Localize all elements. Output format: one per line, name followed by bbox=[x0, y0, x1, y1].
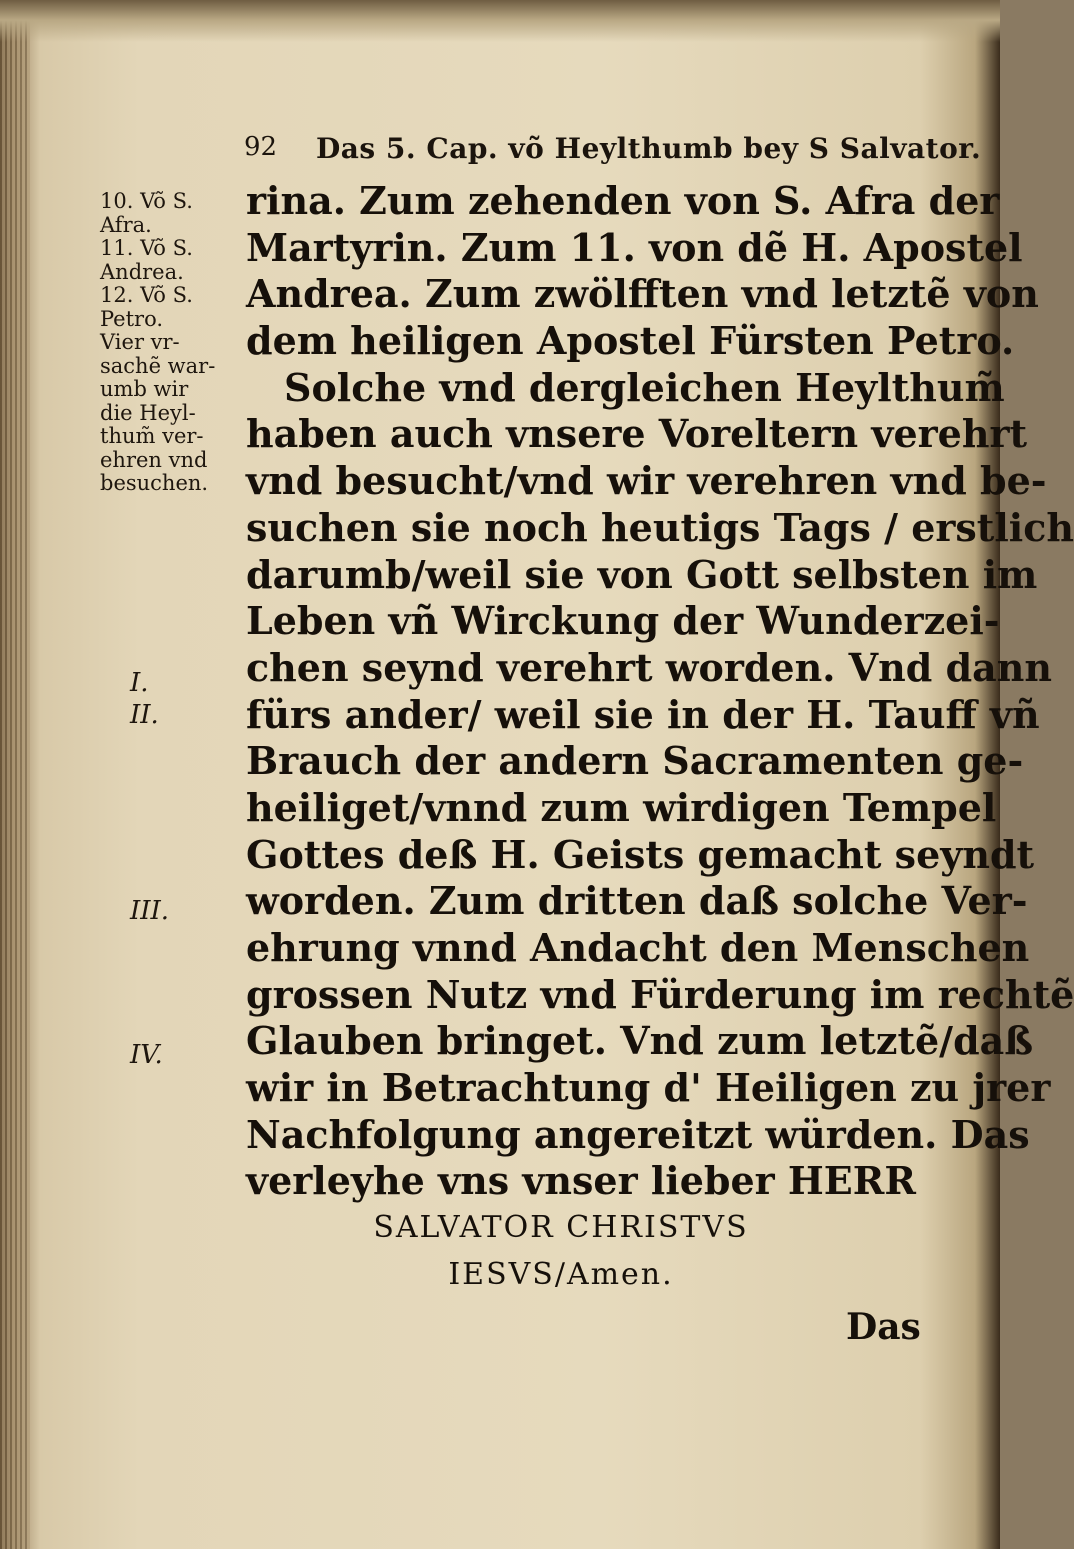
text-line: Martyrin. Zum 11. von dẽ H. Apostel bbox=[246, 224, 1023, 270]
catchword: Das bbox=[846, 1306, 921, 1348]
margin-note: Vier vr- bbox=[100, 330, 180, 354]
text-line: worden. Zum dritten daß solche Ver- bbox=[246, 878, 1028, 924]
margin-note: umb wir bbox=[100, 377, 189, 401]
text-line: SALVATOR CHRISTVS bbox=[373, 1210, 749, 1246]
margin-note: Afra. bbox=[100, 212, 152, 237]
text-line: Nachfolgung angereitzt würden. Das bbox=[246, 1111, 1030, 1157]
text-line: Leben vñ Wirckung der Wunderzei- bbox=[246, 598, 1000, 644]
text-line: heiliget/vnnd zum wirdigen Tempel bbox=[246, 784, 997, 830]
margin-note: sachẽ war- bbox=[100, 353, 216, 378]
margin-note: Andrea. bbox=[100, 259, 184, 284]
margin-numeral: III. bbox=[130, 896, 170, 926]
running-header bbox=[244, 128, 982, 172]
text-line: haben auch vnsere Voreltern verehrt bbox=[246, 411, 1028, 457]
text-line: suchen sie noch heutigs Tags / erstlich bbox=[246, 504, 1074, 550]
text-line: ehrung vnnd Andacht den Menschen bbox=[246, 925, 1030, 970]
margin-note: thum̃ ver- bbox=[100, 424, 204, 448]
margin-note: ehren vnd bbox=[100, 447, 208, 472]
text-line: IESVS/Amen. bbox=[448, 1256, 674, 1292]
text-line: vnd besucht/vnd wir verehren vnd be- bbox=[246, 458, 1047, 504]
text-line: wir in Betrachtung d' Heiligen zu jrer bbox=[246, 1065, 1051, 1111]
margin-numeral: II. bbox=[130, 700, 159, 730]
running-title: Das 5. Cap. võ Heylthumb bey S Salvator. bbox=[316, 132, 982, 165]
margin-numeral: IV. bbox=[130, 1040, 163, 1070]
margin-numeral: I. bbox=[130, 668, 149, 698]
text-line: darumb/weil sie von Gott selbsten im bbox=[246, 551, 1038, 597]
text-line: Gottes deß H. Geists gemacht seyndt bbox=[246, 831, 1035, 877]
margin-note: 12. Võ S. bbox=[100, 283, 193, 307]
margin-notes bbox=[100, 190, 240, 496]
margin-note: besuchen. bbox=[100, 471, 209, 495]
text-line: Andrea. Zum zwölfften vnd letztẽ von bbox=[246, 271, 1039, 317]
page-number: 92 bbox=[244, 132, 278, 162]
text-line: Solche vnd dergleichen Heylthum̃ bbox=[284, 364, 1005, 410]
text-line: Glauben bringet. Vnd zum letztẽ/daß bbox=[246, 1018, 1034, 1064]
margin-note: 10. Võ S. bbox=[100, 189, 193, 213]
text-line: rina. Zum zehenden von S. Afra der bbox=[246, 178, 1000, 223]
text-line: fürs ander/ weil sie in der H. Tauff vñ bbox=[246, 691, 1040, 737]
margin-note: 11. Võ S. bbox=[100, 236, 193, 260]
margin-note: die Heyl- bbox=[100, 400, 196, 425]
page-top-edge bbox=[0, 0, 1000, 42]
text-line: grossen Nutz vnd Fürderung im rechtẽ bbox=[246, 971, 1074, 1017]
text-line: dem heiligen Apostel Fürsten Petro. bbox=[246, 318, 1015, 364]
margin-note: Petro. bbox=[100, 306, 164, 331]
page-gutter bbox=[0, 0, 30, 1549]
main-text bbox=[246, 178, 1074, 1299]
text-line: verleyhe vns vnser lieber HERR bbox=[246, 1158, 916, 1204]
text-line: Brauch der andern Sacramenten ge- bbox=[246, 738, 1024, 784]
text-line: chen seynd verehrt worden. Vnd dann bbox=[246, 644, 1053, 690]
